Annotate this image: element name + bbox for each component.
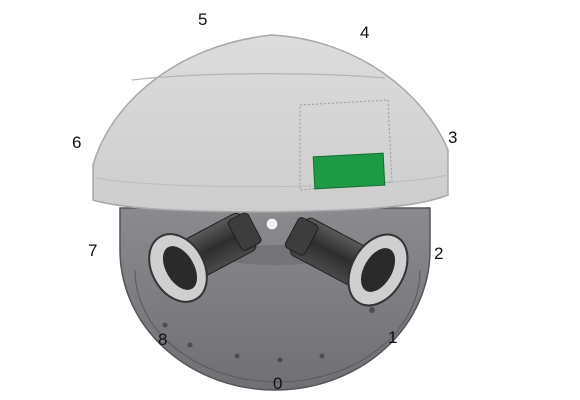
- position-label-8: 8: [158, 330, 168, 349]
- position-label-0: 0: [273, 374, 283, 393]
- center-hub: [266, 218, 278, 230]
- circuit-board: [313, 153, 385, 189]
- position-label-1: 1: [388, 328, 398, 347]
- position-label-7: 7: [88, 241, 98, 260]
- position-label-2: 2: [434, 244, 444, 263]
- dome-shell: [93, 35, 448, 212]
- position-label-6: 6: [72, 133, 82, 152]
- position-label-3: 3: [448, 128, 458, 147]
- position-label-5: 5: [198, 10, 208, 29]
- position-label-4: 4: [360, 23, 370, 42]
